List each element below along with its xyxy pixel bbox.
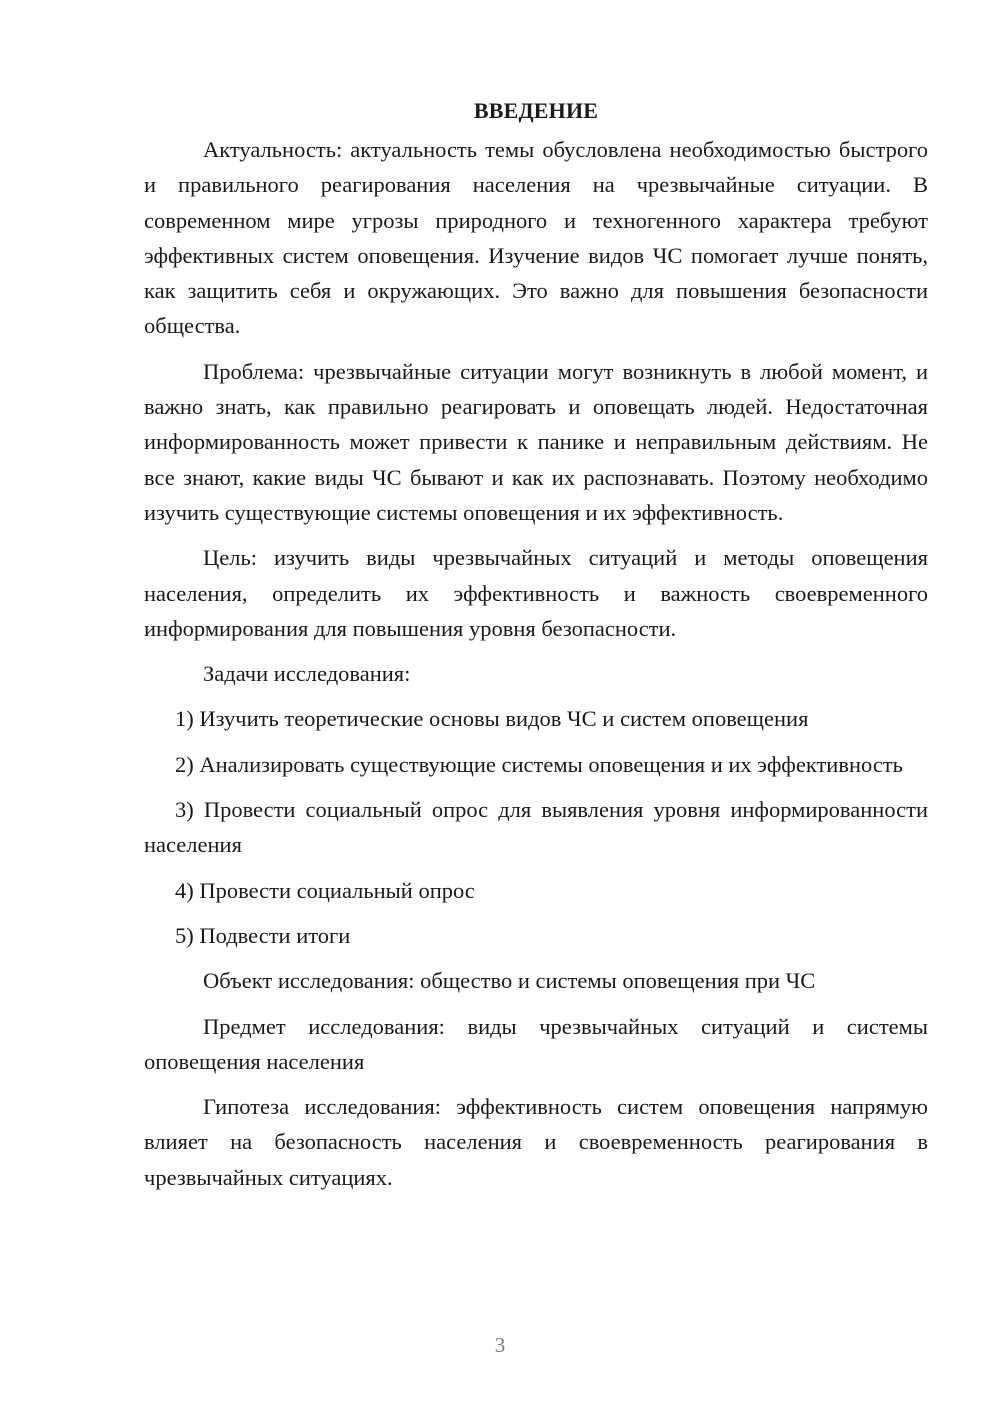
paragraph-hypothesis: Гипотеза исследования: эффективность систем оповещения напрямую влияет на безопасность населения и своевременность реагирования в чрезвычайных ситуациях. [144, 1094, 928, 1190]
page-title: ВВЕДЕНИЕ [473, 98, 599, 123]
paragraph-goal: Цель: изучить виды чрезвычайных ситуаций и методы оповещения населения, определить их эффективность и важность своевременного информирования для повышения уровня безопасности. [144, 545, 928, 641]
task-item-1: 1) Изучить теоретические основы видов ЧС и систем оповещения [175, 706, 809, 732]
task-item-2: 2) Анализировать существующие системы оповещения и их эффективность [175, 751, 903, 777]
task-item-5: 5) Подвести итоги [175, 922, 351, 948]
paragraph-problem: Проблема: чрезвычайные ситуации могут возникнуть в любой момент, и важно знать, как правильно реагировать и оповещать людей. Недостаточная информированность может привести к панике и неправильным действиям. Не все знают, какие виды ЧС бывают и как их распознавать. Поэтому необходимо изучить существующие системы оповещения и их эффективность. [144, 358, 928, 525]
paragraph-object: Объект исследования: общество и системы оповещения при ЧС [203, 968, 816, 994]
tasks-heading: Задачи исследования: [203, 661, 411, 687]
task-item-3: 3) Провести социальный опрос для выявления уровня информированности населения [144, 797, 928, 858]
page-number: 3 [494, 1333, 506, 1357]
task-item-4: 4) Провести социальный опрос [175, 877, 475, 903]
document-page [144, 96, 928, 1205]
paragraph-relevance: Актуальность: актуальность темы обусловлена необходимостью быстрого и правильного реагирования населения на чрезвычайные ситуации. В современном мире угрозы природного и техногенного характера требуют эффективных систем оповещения. Изучение видов ЧС помогает лучше понять, как защитить себя и окружающих. Это важно для повышения безопасности общества. [144, 137, 928, 339]
paragraph-subject: Предмет исследования: виды чрезвычайных ситуаций и системы оповещения населения [144, 1013, 928, 1074]
